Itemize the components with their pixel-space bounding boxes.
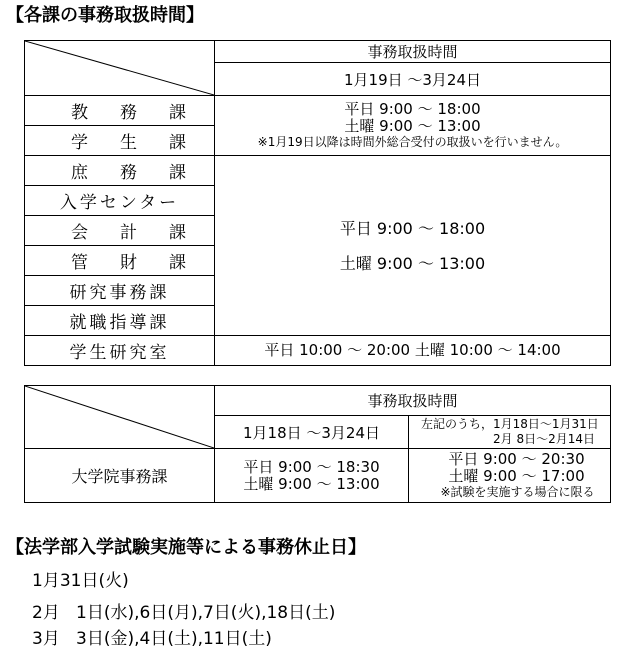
closure-line-january: 1月31日(火) bbox=[32, 571, 129, 591]
table-corner-diagonal bbox=[25, 386, 215, 449]
column-header-hours: 事務取扱時間 bbox=[215, 41, 611, 63]
period-cell-left: 1月18日 〜3月24日 bbox=[215, 416, 409, 449]
hours-cell-group1 bbox=[215, 96, 611, 156]
graduate-office-table bbox=[24, 385, 611, 503]
section-heading-office-hours: 【各課の事務取扱時間】 bbox=[6, 5, 204, 26]
hours-cell-group2 bbox=[215, 156, 611, 336]
hours-weekday: 平日 9:00 〜 18:00 bbox=[339, 218, 486, 238]
period-cell: 1月19日 〜3月24日 bbox=[215, 63, 611, 96]
hours-cell-right: 平日 9:00 〜 20:30 土曜 9:00 〜 17:00 ※試験を実施する場合に限る bbox=[409, 449, 611, 503]
hours-weekday: 平日 9:00 〜 18:00 bbox=[344, 100, 481, 118]
dept-cell-gakuseika: 学 生 課 bbox=[25, 126, 215, 156]
dept-cell-kaikeika: 会 計 課 bbox=[25, 216, 215, 246]
hours-saturday: 土曜 9:00 〜 13:00 bbox=[339, 253, 486, 273]
hours-note: ※1月19日以降は時間外総合受付の取扱いを行いません。 bbox=[257, 135, 568, 149]
dept-cell-kanzaika: 管 財 課 bbox=[25, 246, 215, 276]
hours-cell-student-lab: 平日 10:00 〜 20:00 土曜 10:00 〜 14:00 bbox=[215, 336, 611, 366]
hours-cell-left: 平日 9:00 〜 18:30 土曜 9:00 〜 13:00 bbox=[215, 449, 409, 503]
office-hours-table bbox=[24, 40, 611, 366]
section-heading-closure-days: 【法学部入学試験実施等による事務休止日】 bbox=[6, 537, 366, 558]
closure-line-february: 2月 1日(水),6日(月),7日(火),18日(土) bbox=[32, 603, 336, 623]
table-corner-diagonal bbox=[25, 41, 215, 96]
dept-cell-kyomuka: 教 務 課 bbox=[25, 96, 215, 126]
dept-cell-admission-center: 入学センター bbox=[25, 186, 215, 216]
column-header-hours: 事務取扱時間 bbox=[215, 386, 611, 416]
dept-cell-research-affairs: 研究事務課 bbox=[25, 276, 215, 306]
hours-saturday: 土曜 9:00 〜 13:00 bbox=[344, 117, 481, 135]
dept-cell-student-lab: 学生研究室 bbox=[25, 336, 215, 366]
dept-cell-graduate-school-office: 大学院事務課 bbox=[25, 449, 215, 503]
dept-cell-shomuka: 庶 務 課 bbox=[25, 156, 215, 186]
closure-line-march: 3月 3日(金),4日(土),11日(土) bbox=[32, 629, 272, 649]
period-cell-right: 左記のうち，1月18日〜1月31日 2月 8日〜2月14日 bbox=[409, 416, 611, 449]
dept-cell-career-guidance: 就職指導課 bbox=[25, 306, 215, 336]
